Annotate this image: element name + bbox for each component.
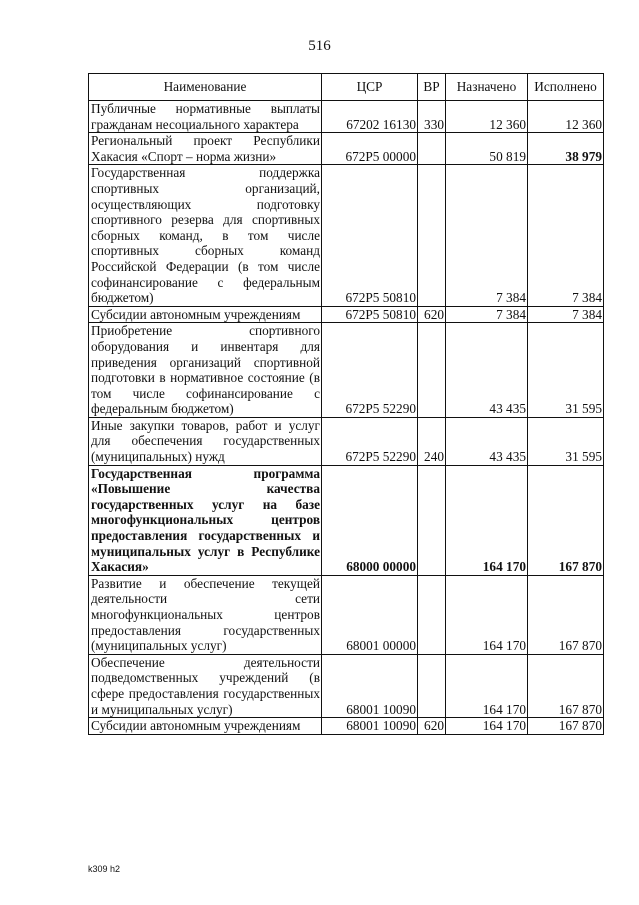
cell-executed: 38 979	[528, 133, 604, 165]
cell-vr: 620	[418, 718, 446, 735]
cell-vr	[418, 165, 446, 306]
cell-csr: 68001 10090	[322, 718, 418, 735]
cell-csr: 672P5 00000	[322, 133, 418, 165]
table-row	[89, 465, 604, 575]
header-name: Наименование	[89, 74, 322, 101]
cell-name: Развитие и обеспечение текущей деятельности сети многофункциональных центров предоставления государственных (муниципальных услуг)	[89, 575, 322, 654]
cell-csr: 672P5 50810	[322, 165, 418, 306]
table-row	[89, 101, 604, 133]
cell-vr: 330	[418, 101, 446, 133]
cell-csr: 68001 00000	[322, 575, 418, 654]
cell-name: Обеспечение деятельности подведомственных учреждений (в сфере предоставления государственных и муниципальных услуг)	[89, 654, 322, 717]
budget-table	[88, 73, 604, 735]
table-row	[89, 718, 604, 735]
cell-name: Иные закупки товаров, работ и услуг для обеспечения государственных (муниципальных) нужд	[89, 417, 322, 465]
header-executed: Исполнено	[528, 74, 604, 101]
cell-executed: 31 595	[528, 323, 604, 418]
table-body	[89, 101, 604, 735]
cell-assigned: 164 170	[446, 654, 528, 717]
cell-csr: 672P5 52290	[322, 417, 418, 465]
cell-vr	[418, 654, 446, 717]
footer-code: k309 h2	[88, 864, 121, 874]
cell-executed: 12 360	[528, 101, 604, 133]
cell-csr: 672P5 50810	[322, 306, 418, 323]
table-row	[89, 575, 604, 654]
cell-vr: 240	[418, 417, 446, 465]
cell-executed: 167 870	[528, 718, 604, 735]
cell-assigned: 164 170	[446, 575, 528, 654]
cell-assigned: 164 170	[446, 465, 528, 575]
cell-executed: 167 870	[528, 465, 604, 575]
table-row	[89, 165, 604, 306]
table-row	[89, 133, 604, 165]
cell-vr	[418, 465, 446, 575]
cell-name: Субсидии автономным учреждениям	[89, 718, 322, 735]
cell-executed: 167 870	[528, 575, 604, 654]
cell-executed: 31 595	[528, 417, 604, 465]
cell-name: Публичные нормативные выплаты гражданам несоциального характера	[89, 101, 322, 133]
table-header-row	[89, 74, 604, 101]
header-assigned: Назначено	[446, 74, 528, 101]
cell-csr: 672P5 52290	[322, 323, 418, 418]
cell-name: Государственная поддержка спортивных организаций, осуществляющих подготовку спортивного резерва для спортивных сборных команд, в том числе спортивных сборных команд Российской Федерации (в том числе софинансирование с федеральным бюджетом)	[89, 165, 322, 306]
cell-name: Приобретение спортивного оборудования и инвентаря для приведения организаций спортивной подготовки в нормативное состояние (в том числе софинансирование с федеральным бюджетом)	[89, 323, 322, 418]
header-csr: ЦСР	[322, 74, 418, 101]
cell-name: Государственная программа «Повышение качества государственных услуг на базе многофункциональных центров предоставления государственных и муниципальных услуг в Республике Хакасия»	[89, 465, 322, 575]
cell-csr: 68001 10090	[322, 654, 418, 717]
table-row	[89, 323, 604, 418]
header-vr: ВР	[418, 74, 446, 101]
table-row	[89, 306, 604, 323]
cell-assigned: 7 384	[446, 306, 528, 323]
cell-executed: 7 384	[528, 165, 604, 306]
table-row	[89, 654, 604, 717]
cell-executed: 7 384	[528, 306, 604, 323]
page-number: 516	[308, 38, 331, 54]
cell-name: Региональный проект Республики Хакасия «Спорт – норма жизни»	[89, 133, 322, 165]
cell-vr	[418, 575, 446, 654]
table-row	[89, 417, 604, 465]
cell-csr: 68000 00000	[322, 465, 418, 575]
cell-csr: 67202 16130	[322, 101, 418, 133]
cell-name: Субсидии автономным учреждениям	[89, 306, 322, 323]
cell-assigned: 164 170	[446, 718, 528, 735]
cell-assigned: 43 435	[446, 323, 528, 418]
cell-assigned: 12 360	[446, 101, 528, 133]
cell-assigned: 50 819	[446, 133, 528, 165]
cell-assigned: 7 384	[446, 165, 528, 306]
cell-assigned: 43 435	[446, 417, 528, 465]
cell-executed: 167 870	[528, 654, 604, 717]
cell-vr	[418, 323, 446, 418]
cell-vr: 620	[418, 306, 446, 323]
cell-vr	[418, 133, 446, 165]
